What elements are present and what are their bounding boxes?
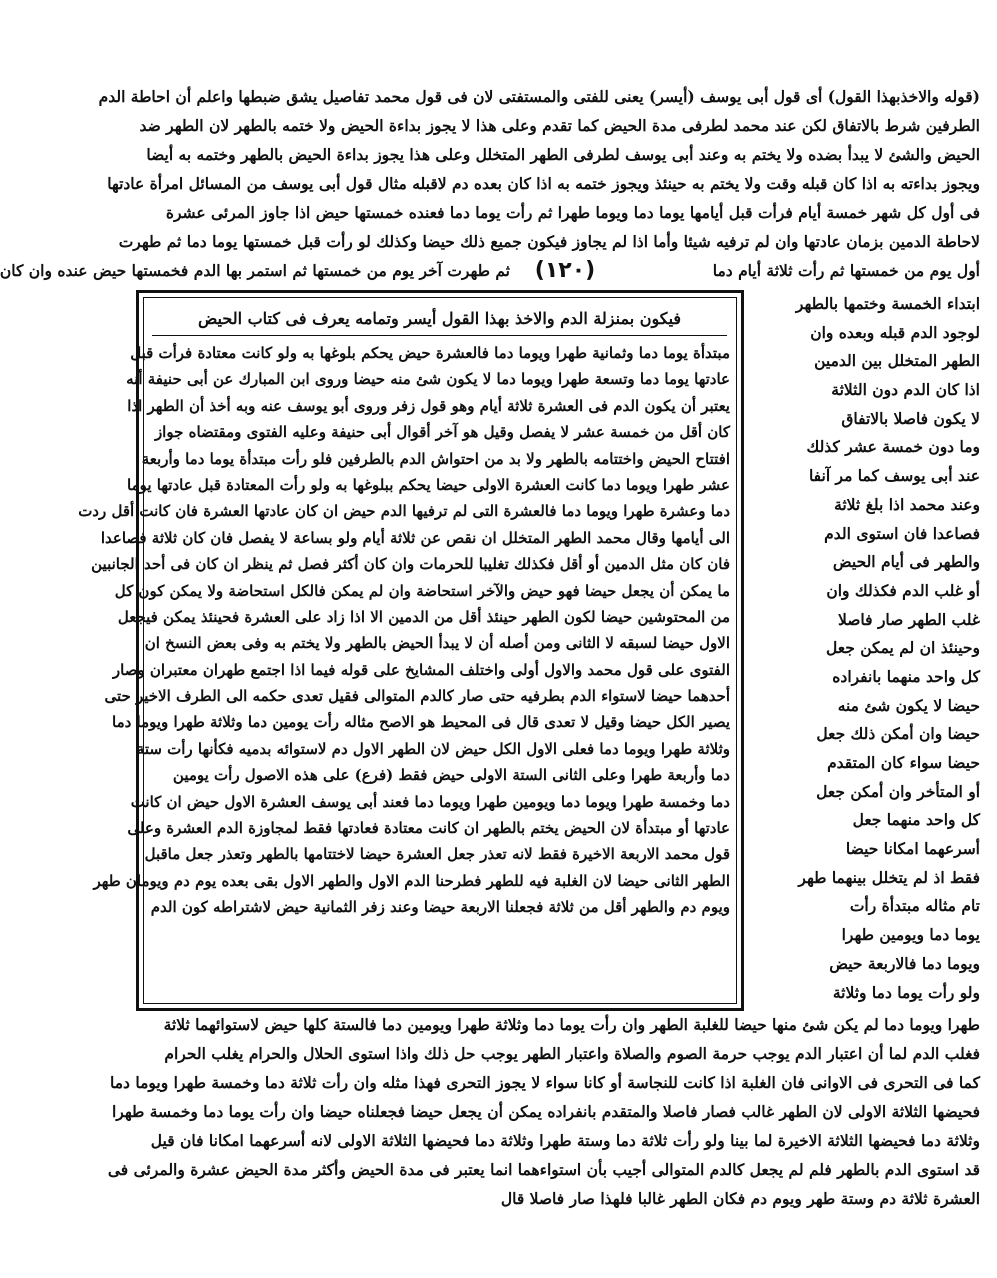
margin-line: عند أبى يوسف كما مر آنفا <box>808 466 980 486</box>
main-text-line: ويوم دم والطهر أقل من ثلاثة فجعلنا الاربعة حيضا وعند زفر الثمانية حيض لاشتراطه كون الدم <box>150 898 730 917</box>
top-text-block <box>98 82 980 256</box>
margin-line: لوجود الدم قبله وبعده وان <box>810 322 980 342</box>
frame-heading: فيكون بمنزلة الدم والاخذ بهذا القول أيسر وتمامه يعرف فى كتاب الحيض <box>152 303 727 336</box>
main-text-line: عشر طهرا ويوما دما كانت العشرة الاولى حيضا يحكم ببلوغها به ولو رأت المعتادة قبل عادتها يوما <box>127 475 730 494</box>
margin-line: والطهر فى أيام الحيض <box>832 552 980 572</box>
margin-commentary-column <box>748 290 980 1007</box>
top-line: لاحاطة الدمين بزمان عادتها وان لم ترفيه شيئا وأما اذا لم يجاوز فيكون جميع ذلك حيضا وكذلك لو رأت قبل خمستها يوما دما ثم طهرت <box>118 232 980 251</box>
bottom-text-block <box>107 1010 980 1213</box>
top-line: فى أول كل شهر خمسة أيام فرأت قبل أيامها يوما دما ويوما طهرا ثم رأت يوما دما فعنده خمستها حيض اذا جاوز المرئى عشرة <box>165 203 980 222</box>
margin-line: أسرعهما امكانا حيضا <box>845 839 980 859</box>
margin-line: حيضا وان أمكن ذلك جعل <box>816 724 980 744</box>
margin-line: ابتداء الخمسة وختمها بالطهر <box>795 294 980 313</box>
top-last-segment-right: أول يوم من خمستها ثم رأت ثلاثة أيام دما <box>712 261 980 280</box>
main-text-line: عادتها أو مبتدأة لان الحيض يختم بالطهر ان كانت معتادة فعادتها فقط لمجاوزة الدم العشرة وعلى <box>127 819 730 838</box>
main-text-line: الفتوى على قول محمد والاول أولى واختلف المشايخ على قوله فيما اذا اجتمع طهران معتبران وصار <box>112 660 730 679</box>
main-text-body <box>78 340 730 921</box>
margin-line: لا يكون فاصلا بالاتفاق <box>841 408 980 428</box>
bottom-line: طهرا ويوما دما لم يكن شئ منها حيضا للغلبة الطهر وان رأت يوما دما وثلاثة طهرا ويومين دما فالستة كلها حيض لاستوائهما ثلاثة <box>163 1015 980 1034</box>
main-text-line: من المحتوشين حيضا لكون الطهر حينئذ أقل من الدمين الا اذا زاد على العشرة فحينئذ يمكن فيجعل <box>117 607 730 626</box>
main-text-line: عادتها يوما دما وتسعة طهرا ويوما دما لا يكون شئ منه حيضا وروى ابن المبارك عن أبى حنيفة أنه <box>126 370 730 389</box>
margin-line: حيضا سواء كان المتقدم <box>827 753 980 772</box>
margin-line: وحينئذ ان لم يمكن جعل <box>826 638 980 658</box>
main-text-line: الطهر الثانى حيضا لان الغلبة فيه للطهر فطرحنا الدم الاول والطهر الاول بقى بعده يوم دم ويومان طهر <box>93 871 730 890</box>
margin-line: الطهر المتخلل بين الدمين <box>814 351 980 371</box>
main-text-line: يعتبر أن يكون الدم فى العشرة ثلاثة أيام وهو قول زفر وروى أبو يوسف عنه وبه أخذ أن الطهر اذا <box>127 396 730 415</box>
bottom-line: فحيضها الثلاثة الاولى لان الطهر غالب فصار فاصلا والمتقدم بانفراده يمكن أن يجعل حيضا فجعلناه حيضا وان رأت يوما دما وخمسة طهرا <box>112 1102 980 1121</box>
main-text-line: وثلاثة طهرا ويوما دما فعلى الاول الكل حيض لان الطهر الاول دم لاستوائه بدميه فكأنها رأت ستة <box>136 739 730 758</box>
main-text-line: الى أيامها وقال محمد الطهر المتخلل ان نقص عن ثلاثة أيام ولو بساعة لا يفصل فان كان ثلاثة فصاعدا <box>100 528 730 547</box>
main-text-line: أحدهما حيضا لاستواء الدم بطرفيه حتى صار كالدم المتوالى فقيل تعدى حكمه الى الطرف الاخير حتى <box>104 687 730 706</box>
margin-line: وما دون خمسة عشر كذلك <box>806 437 980 457</box>
bottom-line: العشرة ثلاثة دم وستة طهر ويوم دم فكان الطهر غالبا فلهذا صار فاصلا قال <box>500 1189 980 1208</box>
main-text-line: دما وخمسة طهرا ويوما دما ويومين طهرا ويوما دما فعند أبى يوسف العشرة الاول حيض ان كانت <box>130 792 730 811</box>
top-line: الحيض والشئ لا يبدأ بضده ولا يختم به وعند أبى يوسف لطرفى الطهر المتخلل وعلى هذا يجوز بداءة الحيض بالطهر وختمه به أيضا <box>146 145 980 164</box>
margin-line: فقط اذ لم يتخلل بينهما طهر <box>798 867 980 887</box>
margin-line: اذا كان الدم دون الثلاثة <box>831 380 980 400</box>
main-text-line: دما وعشرة طهرا ويوما دما فالعشرة التى لم ترفيها الدم حيض ان كان عادتها العشرة فان كانت أقل ردت <box>78 502 730 521</box>
main-text-line: فان كان مثل الدمين أو أقل فكذلك تغليبا للحرمات وان كان أكثر فصل ثم ينظر ان كان فى أحد الجانبين <box>91 555 730 574</box>
main-text-line: قول محمد الاربعة الاخيرة فقط لانه تعذر جعل العشرة حيضا لاختتامها بالطهر وتعذر جعل ماقبل <box>144 845 730 864</box>
margin-line: ولو رأت يوما دما وثلاثة <box>832 982 980 1002</box>
margin-line: غلب الطهر صار فاصلا <box>838 609 980 629</box>
main-text-line: كان أقل من خمسة عشر لا يفصل وقيل هو آخر أقوال أبى حنيفة وعليه الفتوى ومقتضاه جواز <box>154 423 730 442</box>
page-number: (١٢٠) <box>534 258 596 283</box>
top-last-segment-left: ثم طهرت آخر يوم من خمستها ثم استمر بها الدم فخمستها حيض عنده وان كان <box>0 261 510 280</box>
top-line: ويجوز بداءته به اذا كان قبله وقت ولا يختم به حينئذ ويجوز ختمه به اذا كان بعده دم لاقبله مثال قول أبى يوسف من المسائل امرأة عادتها <box>107 174 980 193</box>
bottom-line: قد استوى الدم بالطهر فلم لم يجعل كالدم المتوالى أجيب بأن استواءهما انما يعتبر فى مدة الحيض وأكثر مدة الحيض عشرة والمرئى فى <box>107 1160 980 1179</box>
main-text-line: افتتاح الحيض واختتامه بالطهر ولا بد من احتواش الدم بالطرفين فلو رأت مبتدأة يوما دما وأربعة <box>141 449 730 468</box>
margin-line: كل واحد منهما بانفراده <box>832 666 980 686</box>
main-text-line: الاول حيضا لسبقه لا الثانى ومن أصله أن لا يبدأ الحيض بالطهر ولا يختم به وفى بعض النسخ ان <box>144 634 730 653</box>
top-line: الطرفين شرط بالاتفاق لكن عند محمد لطرفى مدة الحيض كما تقدم وعلى هذا لا يجوز بداءة الحيض ولا ختمه بالطهر لان الطهر ضد <box>139 116 980 135</box>
margin-line: كل واحد منهما جعل <box>852 810 980 830</box>
margin-line: حيضا لا يكون شئ منه <box>837 695 980 715</box>
main-text-line: ما يمكن أن يجعل حيضا فهو حيض والآخر استحاضة وان لم يمكن فالكل استحاضة ولا يمكن كون كل <box>114 581 730 600</box>
margin-line: أو المتأخر وان أمكن جعل <box>816 781 980 801</box>
bottom-line: كما فى التحرى فى الاوانى فان الغلبة اذا كانت للنجاسة أو كانا سواء لا يجوز التحرى فهذا مثله وان رأت ثلاثة دما وخمسة طهرا ويوما دما <box>110 1073 980 1092</box>
bottom-line: وثلاثة دما فحيضها الثلاثة الاخيرة لما بينا ولو رأت ثلاثة دما وستة طهرا وثلاثة دما فحيضها الثلاثة الاولى لانه أسرعهما امكانا فان قيل <box>150 1131 980 1150</box>
bottom-line: فغلب الدم لما أن اعتبار الدم يوجب حرمة الصوم والصلاة واعتبار الطهر يوجب حل ذلك واذا استوى الحلال والحرام يغلب الحرام <box>164 1044 980 1063</box>
main-text-line: مبتدأة يوما دما وثمانية طهرا ويوما دما فالعشرة حيض يحكم بلوغها به ولو كانت معتادة فرأت قبل <box>130 344 730 362</box>
margin-line: وعند محمد اذا بلغ ثلاثة <box>834 494 980 514</box>
top-line: (قوله والاخذبهذا القول) أى قول أبى يوسف (أيسر) يعنى للفتى والمستفتى لان فى قول محمد تفاصيل يشق ضبطها واعلم أن احاطة الدم <box>98 87 980 106</box>
top-last-line <box>0 256 980 285</box>
margin-line: فصاعدا فان استوى الدم <box>824 523 980 543</box>
margin-line: تام مثاله مبتدأة رأت <box>849 896 980 916</box>
margin-line: أو غلب الدم فكذلك وان <box>826 580 980 600</box>
main-text-line: يصير الكل حيضا وقيل لا تعدى قال فى المحيط هو الاصح مثاله رأت يومين دما وثلاثة طهرا ويوما دما <box>112 713 730 732</box>
margin-line: ويوما دما فالاربعة حيض <box>829 953 980 973</box>
margin-line: يوما دما ويومين طهرا <box>841 925 980 945</box>
main-text-line: دما وأربعة طهرا وعلى الثانى الستة الاولى حيض فقط (فرع) على هذه الاصول رأت يومين <box>172 766 730 785</box>
